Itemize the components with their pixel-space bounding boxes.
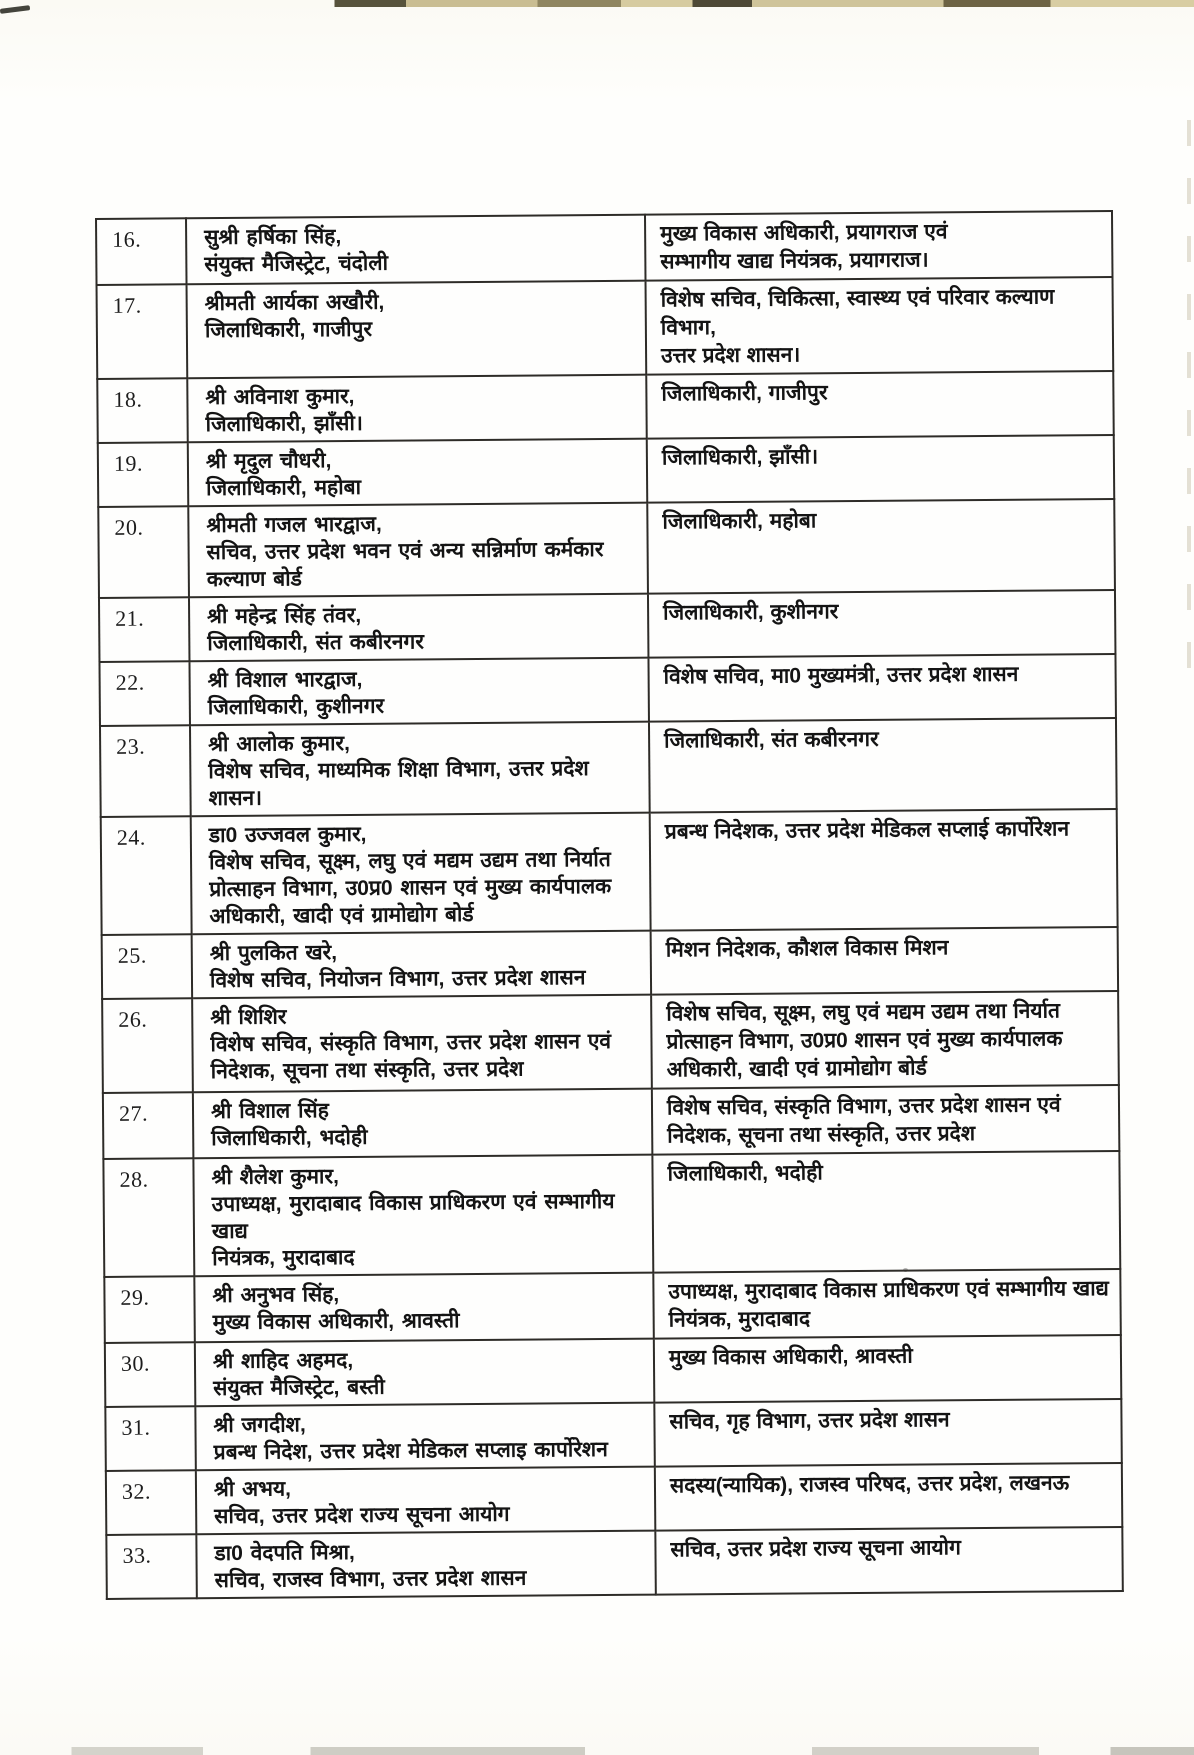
new-posting-cell: मुख्य विकास अधिकारी, प्रयागराज एवं सम्भागीय खाद्य नियंत्रक, प्रयागराज। <box>645 211 1113 281</box>
serial-number-cell: 18. <box>97 378 187 443</box>
serial-number-cell: 33. <box>106 1534 196 1599</box>
officer-name-post-cell: श्री विशाल भारद्वाज, जिलाधिकारी, कुशीनगर <box>189 658 648 726</box>
officer-name-post-cell: श्री मृदुल चौधरी, जिलाधिकारी, महोबा <box>188 439 647 507</box>
new-posting-cell: विशेष सचिव, चिकित्सा, स्वास्थ्य एवं परिवार कल्याण विभाग, उत्तर प्रदेश शासन। <box>646 277 1114 375</box>
table-row <box>105 1399 1121 1471</box>
officer-name-post-cell: श्री महेन्द्र सिंह तंवर, जिलाधिकारी, संत कबीरनगर <box>189 594 648 662</box>
table-row <box>97 277 1114 379</box>
officer-name-post-cell: श्री शिशिर विशेष सचिव, संस्कृति विभाग, उत्तर प्रदेश शासन एवं निदेशक, सूचना तथा संस्कृति, उत्तर प्रदेश <box>192 995 652 1093</box>
new-posting-cell: जिलाधिकारी, गाजीपुर <box>646 371 1113 439</box>
transfer-order-table-wrap <box>95 210 1122 1600</box>
new-posting-cell: प्रबन्ध निदेशक, उत्तर प्रदेश मेडिकल सप्लाई कार्पोरेशन <box>650 809 1118 931</box>
officer-name-post-cell: श्री शाहिद अहमद, संयुक्त मैजिस्ट्रेट, बस्ती <box>195 1339 654 1407</box>
officer-name-post-cell: श्री आलोक कुमार, विशेष सचिव, माध्यमिक शिक्षा विभाग, उत्तर प्रदेश शासन। <box>190 722 650 817</box>
transfer-order-table <box>95 210 1124 1600</box>
officer-name-post-cell: श्रीमती गजल भारद्वाज, सचिव, उत्तर प्रदेश भवन एवं अन्य सन्निर्माण कर्मकार कल्याण बोर्ड <box>188 503 648 598</box>
new-posting-cell: उपाध्यक्ष, मुरादाबाद विकास प्राधिकरण एवं सम्भागीय खाद्य नियंत्रक, मुरादाबाद <box>653 1269 1121 1339</box>
serial-number-cell: 19. <box>98 442 188 507</box>
new-posting-cell: जिलाधिकारी, कुशीनगर <box>648 590 1115 658</box>
new-posting-cell: मुख्य विकास अधिकारी, श्रावस्ती <box>654 1335 1121 1403</box>
serial-number-cell: 21. <box>99 597 189 662</box>
new-posting-cell: मिशन निदेशक, कौशल विकास मिशन <box>651 927 1118 995</box>
officer-name-post-cell: श्री शैलेश कुमार, उपाध्यक्ष, मुरादाबाद विकास प्राधिकरण एवं सम्भागीय खाद्य नियंत्रक, मुरादाबाद <box>193 1155 653 1277</box>
new-posting-cell: जिलाधिकारी, झाँसी। <box>647 435 1114 503</box>
scan-edge-right-artifact <box>1187 120 1191 680</box>
serial-number-cell: 30. <box>105 1342 195 1407</box>
table-row <box>104 1269 1120 1343</box>
scan-edge-bottom-artifact <box>0 1747 1194 1755</box>
new-posting-cell: सदस्य(न्यायिक), राजस्व परिषद, उत्तर प्रदेश, लखनऊ <box>655 1463 1122 1531</box>
table-row <box>106 1463 1122 1535</box>
table-row <box>103 1085 1119 1159</box>
table-row <box>100 718 1117 817</box>
table-row <box>102 927 1118 999</box>
scan-edge-top-artifact <box>0 0 1194 7</box>
table-row <box>99 654 1115 726</box>
serial-number-cell: 16. <box>96 218 187 285</box>
table-row <box>99 590 1115 662</box>
officer-name-post-cell: श्री विशाल सिंह जिलाधिकारी, भदोही <box>193 1089 653 1159</box>
table-row <box>103 1151 1120 1277</box>
officer-name-post-cell: सुश्री हर्षिका सिंह, संयुक्त मैजिस्ट्रेट, चंदोली <box>186 215 646 285</box>
officer-name-post-cell: श्री अनुभव सिंह, मुख्य विकास अधिकारी, श्रावस्ती <box>194 1273 654 1343</box>
serial-number-cell: 20. <box>98 506 189 598</box>
table-row <box>102 991 1119 1093</box>
serial-number-cell: 27. <box>103 1092 194 1159</box>
table-row <box>106 1527 1122 1599</box>
transfer-table-body <box>96 211 1123 1599</box>
new-posting-cell: विशेष सचिव, मा0 मुख्यमंत्री, उत्तर प्रदेश शासन <box>648 654 1115 722</box>
serial-number-cell: 29. <box>104 1276 195 1343</box>
officer-name-post-cell: श्री पुलकित खरे, विशेष सचिव, नियोजन विभाग, उत्तर प्रदेश शासन <box>192 931 651 999</box>
new-posting-cell: जिलाधिकारी, महोबा <box>647 499 1115 594</box>
new-posting-cell: सचिव, गृह विभाग, उत्तर प्रदेश शासन <box>654 1399 1121 1467</box>
table-row <box>98 435 1114 507</box>
new-posting-cell: जिलाधिकारी, संत कबीरनगर <box>649 718 1117 813</box>
officer-name-post-cell: श्री अविनाश कुमार, जिलाधिकारी, झाँसी। <box>187 375 646 443</box>
serial-number-cell: 24. <box>101 816 192 935</box>
officer-name-post-cell: श्रीमती आर्यका अखौरी, जिलाधिकारी, गाजीपुर <box>187 281 647 379</box>
new-posting-cell: विशेष सचिव, संस्कृति विभाग, उत्तर प्रदेश शासन एवं निदेशक, सूचना तथा संस्कृति, उत्तर प्रदेश <box>652 1085 1120 1155</box>
serial-number-cell: 17. <box>97 284 188 379</box>
serial-number-cell: 23. <box>100 725 191 817</box>
serial-number-cell: 31. <box>105 1406 195 1471</box>
serial-number-cell: 22. <box>99 661 189 726</box>
serial-number-cell: 32. <box>106 1470 196 1535</box>
table-row <box>105 1335 1121 1407</box>
officer-name-post-cell: डा0 उज्जवल कुमार, विशेष सचिव, सूक्ष्म, लघु एवं मद्यम उद्यम तथा निर्यात प्रोत्साहन विभाग, उ0प्र0 शासन एवं मुख्य कार्यपालक अधिकारी, खादी एवं ग्रामोद्योग बोर्ड <box>191 813 651 935</box>
new-posting-cell: विशेष सचिव, सूक्ष्म, लघु एवं मद्यम उद्यम तथा निर्यात प्रोत्साहन विभाग, उ0प्र0 शासन एवं मुख्य कार्यपालक अधिकारी, खादी एवं ग्रामोद्योग बोर्ड <box>651 991 1119 1089</box>
officer-name-post-cell: डा0 वेदपति मिश्रा, सचिव, राजस्व विभाग, उत्तर प्रदेश शासन <box>196 1531 655 1599</box>
serial-number-cell: 25. <box>102 934 192 999</box>
table-row <box>101 809 1118 935</box>
serial-number-cell: 28. <box>103 1158 194 1277</box>
officer-name-post-cell: श्री अभय, सचिव, उत्तर प्रदेश राज्य सूचना आयोग <box>196 1467 655 1535</box>
officer-name-post-cell: श्री जगदीश, प्रबन्ध निदेश, उत्तर प्रदेश मेडिकल सप्लाइ कार्पोरेशन <box>195 1403 654 1471</box>
table-row <box>97 371 1113 443</box>
new-posting-cell: सचिव, उत्तर प्रदेश राज्य सूचना आयोग <box>655 1527 1122 1595</box>
table-row <box>96 211 1112 285</box>
table-row <box>98 499 1115 598</box>
serial-number-cell: 26. <box>102 998 193 1093</box>
new-posting-cell: जिलाधिकारी, भदोही <box>652 1151 1120 1273</box>
